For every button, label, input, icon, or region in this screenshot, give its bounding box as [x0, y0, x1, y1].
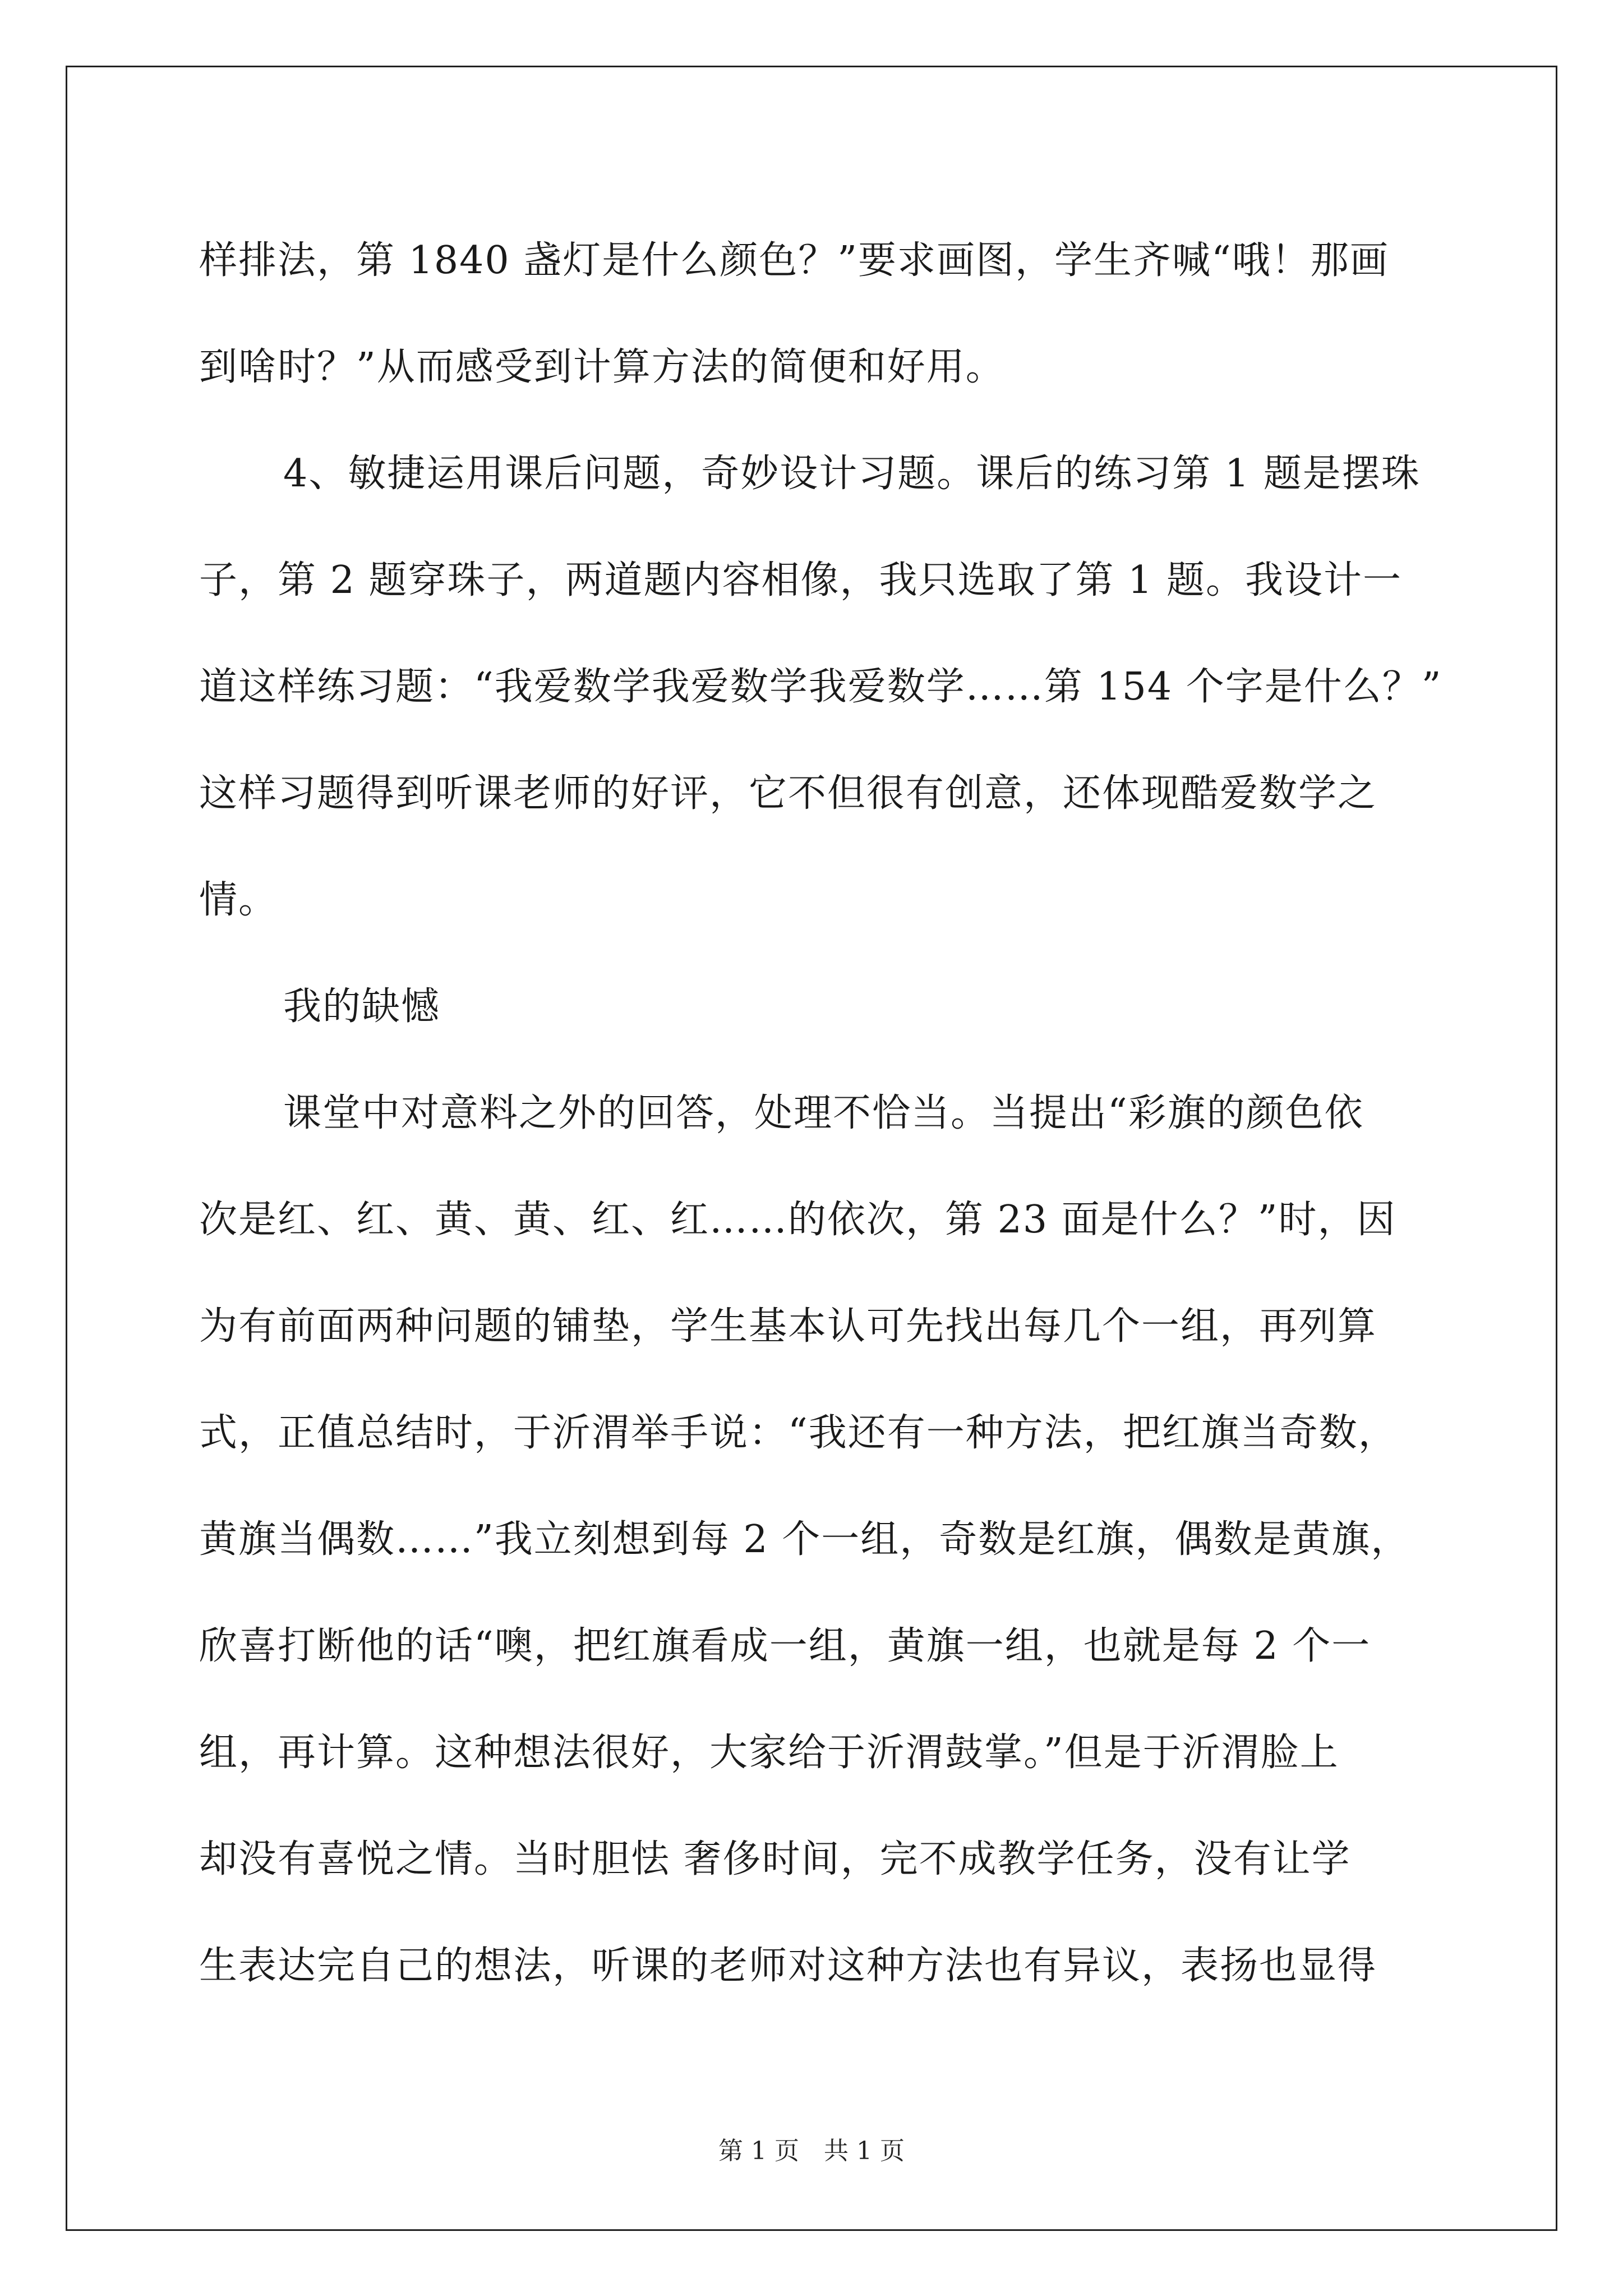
document-body — [199, 208, 1455, 2019]
text-line-13: 黄旗当偶数……”我立刻想到每 2 个一组，奇数是红旗，偶数是黄旗， — [199, 1517, 1410, 1562]
text-line-6: 这样习题得到听课老师的好评，它不但很有创意，还体现酷爱数学之 — [199, 771, 1377, 816]
text-line-2: 到啥时？”从而感受到计算方法的简便和好用。 — [199, 345, 1005, 389]
section-heading: 我的缺憾 — [283, 984, 441, 1029]
text-line-9: 课堂中对意料之外的回答，处理不恰当。当提出“彩旗的颜色依 — [283, 1091, 1364, 1135]
text-line-11: 为有前面两种问题的铺垫，学生基本认可先找出每几个一组，再列算 — [199, 1304, 1377, 1349]
text-line-4: 子，第 2 题穿珠子，两道题内容相像，我只选取了第 1 题。我设计一 — [199, 558, 1402, 602]
text-line-14: 欣喜打断他的话“噢，把红旗看成一组，黄旗一组，也就是每 2 个一 — [199, 1624, 1371, 1668]
text-line-10: 次是红、红、黄、黄、红、红……的依次，第 23 面是什么？”时，因 — [199, 1198, 1396, 1242]
text-line-3: 4、敏捷运用课后问题，奇妙设计习题。课后的练习第 1 题是摆珠 — [283, 452, 1421, 496]
text-line-1: 样排法，第 1840 盏灯是什么颜色？”要求画图，学生齐喊“哦！那画 — [199, 238, 1389, 283]
text-line-16: 却没有喜悦之情。当时胆怯 奢侈时间，完不成教学任务，没有让学 — [199, 1837, 1351, 1881]
text-line-15: 组，再计算。这种想法很好，大家给于沂渭鼓掌。”但是于沂渭脸上 — [199, 1731, 1339, 1775]
text-line-7: 情。 — [199, 878, 278, 922]
text-line-17: 生表达完自己的想法，听课的老师对这种方法也有异议，表扬也显得 — [199, 1944, 1377, 1988]
text-line-5: 道这样练习题：“我爱数学我爱数学我爱数学……第 154 个字是什么？” — [199, 665, 1442, 709]
page-number-footer: 第 1 页 共 1 页 — [718, 2137, 905, 2165]
text-line-12: 式，正值总结时，于沂渭举手说：“我还有一种方法，把红旗当奇数， — [199, 1411, 1398, 1455]
